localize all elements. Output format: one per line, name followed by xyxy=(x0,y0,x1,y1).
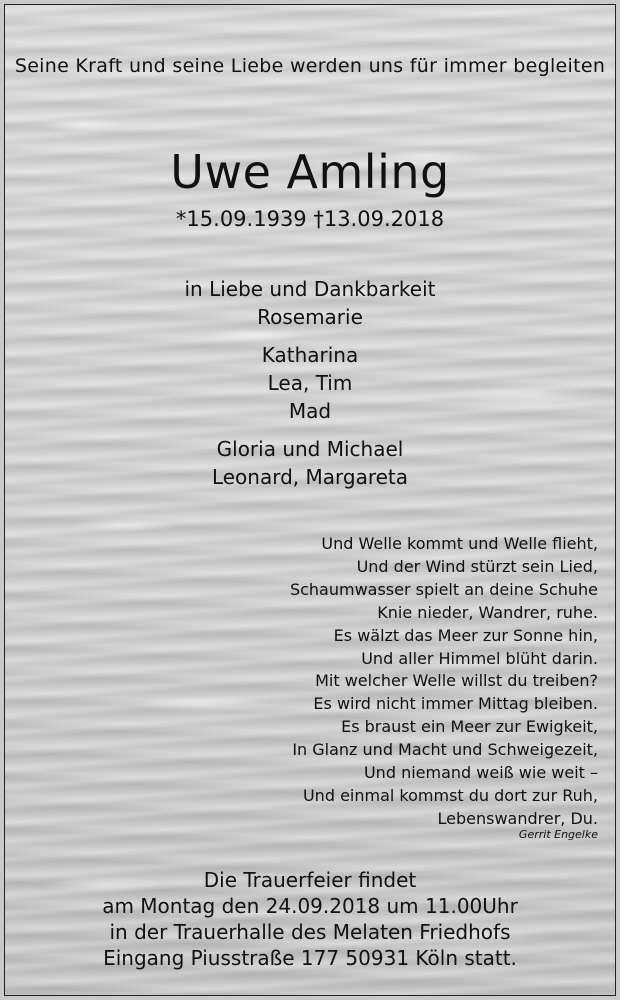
poem-line: Es wälzt das Meer zur Sonne hin, xyxy=(333,625,598,645)
deceased-name: Uwe Amling xyxy=(170,145,450,199)
poem-line: In Glanz und Macht und Schweigezeit, xyxy=(292,740,598,760)
poem-line: Lebenswandrer, Du. xyxy=(437,808,598,828)
family-member: Mad xyxy=(288,399,332,423)
poem-line: Es wird nicht immer Mittag bleiben. xyxy=(313,694,598,714)
poem-line: Schaumwasser spielt an deine Schuhe xyxy=(289,579,598,599)
service-line: Die Trauerfeier findet xyxy=(203,868,417,892)
family-member: Leonard, Margareta xyxy=(211,465,409,489)
motto-text: Seine Kraft und seine Liebe werden uns für immer begleiten xyxy=(14,55,606,77)
poem-line: Und niemand weiß wie weit – xyxy=(363,763,598,783)
service-line: in der Trauerhalle des Melaten Friedhofs xyxy=(109,920,511,944)
family-member: Katharina xyxy=(261,343,359,367)
poem-line: Knie nieder, Wandrer, ruhe. xyxy=(377,602,598,622)
family-member: Gloria und Michael xyxy=(216,437,404,461)
poem-line: Mit welcher Welle willst du treiben? xyxy=(315,671,598,691)
service-info xyxy=(5,867,615,971)
obituary-card xyxy=(4,4,616,996)
poem-line: Es braust ein Meer zur Ewigkeit, xyxy=(341,717,598,737)
poem-line: Und aller Himmel blüht darin. xyxy=(361,648,598,668)
family-member: Lea, Tim xyxy=(267,371,353,395)
family-intro: in Liebe und Dankbarkeit xyxy=(184,277,436,301)
poem-line: Und der Wind stürzt sein Lied, xyxy=(356,556,598,576)
service-line: Eingang Piusstraße 177 50931 Köln statt. xyxy=(103,946,517,970)
poem-line: Und Welle kommt und Welle flieht, xyxy=(321,534,598,553)
family-block xyxy=(5,275,615,491)
poem-line: Und einmal kommst du dort zur Ruh, xyxy=(302,785,598,805)
life-dates: *15.09.1939 †13.09.2018 xyxy=(175,207,445,231)
poem-author: Gerrit Engelke xyxy=(518,827,598,841)
service-line: am Montag den 24.09.2018 um 11.00Uhr xyxy=(102,894,518,918)
family-member: Rosemarie xyxy=(257,305,363,329)
poem-block xyxy=(290,533,598,841)
